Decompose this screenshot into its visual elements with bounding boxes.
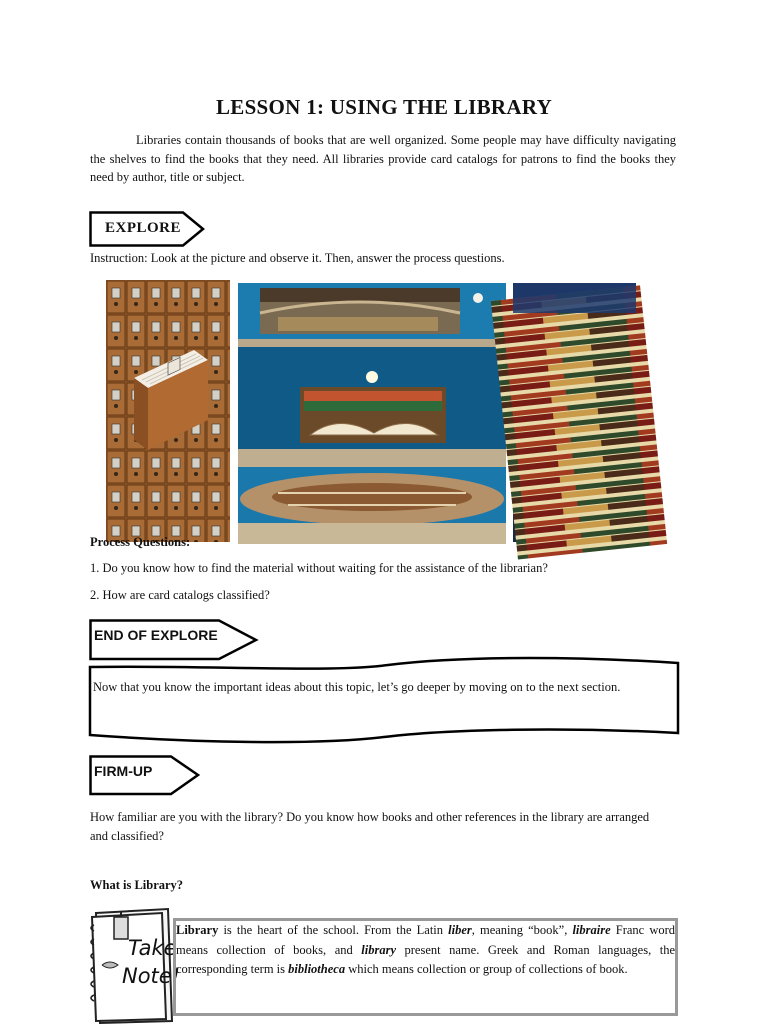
term-bibliotheca: bibliotheca bbox=[288, 962, 346, 976]
card-catalog-photo bbox=[106, 280, 230, 542]
firm-up-question: How familiar are you with the library? Do you know how books and other references in the library are arranged and classified? bbox=[90, 810, 650, 843]
end-of-explore-tag bbox=[89, 619, 259, 659]
process-question-2: 2. How are card catalogs classified? bbox=[90, 588, 270, 602]
transition-text: Now that you know the important ideas about this topic, let’s go deeper by moving on to the next section. bbox=[93, 680, 621, 694]
stacked-books-photo bbox=[513, 283, 636, 542]
library-collage-photo bbox=[238, 283, 506, 544]
term-liber: liber bbox=[448, 923, 472, 937]
take-note-icon bbox=[88, 905, 181, 1024]
what-is-library-heading: What is Library? bbox=[90, 878, 184, 892]
transition-callout bbox=[88, 657, 680, 745]
take-note-word2: Note! bbox=[122, 964, 181, 988]
explore-tag bbox=[89, 211, 205, 245]
end-of-explore-label: END OF EXPLORE bbox=[94, 627, 218, 643]
firm-up-label: FIRM-UP bbox=[94, 763, 153, 779]
process-questions-heading: Process Questions: bbox=[90, 535, 191, 549]
intro-paragraph: Libraries contain thousands of books that are well organized. Some people may have difficulty navigating the shelves to find the books that they need. All libraries provide card catalogs for patrons to find the books they need by author, title or subject. bbox=[90, 133, 676, 184]
explore-instruction: Instruction: Look at the picture and observe it. Then, answer the process questions. bbox=[90, 251, 505, 265]
photo-overlap-edge bbox=[106, 534, 636, 543]
process-question-1: 1. Do you know how to find the material without waiting for the assistance of the librarian? bbox=[90, 561, 548, 575]
term-library-italic: library bbox=[361, 942, 396, 957]
term-library: Library bbox=[176, 923, 219, 937]
lesson-title: LESSON 1: USING THE LIBRARY bbox=[215, 95, 553, 119]
explore-label: EXPLORE bbox=[105, 220, 182, 236]
firm-up-tag bbox=[89, 755, 201, 795]
term-libraire: libraire bbox=[572, 923, 611, 937]
take-note-word1: Take bbox=[128, 936, 177, 960]
library-definition: Library is the heart of the school. From the Latin liber, meaning “book”, libraire Franc word means collection of books, and library present name. Greek and Roman languages, the corresponding term is bibliotheca which means collection or group of collections of book. bbox=[176, 923, 676, 976]
